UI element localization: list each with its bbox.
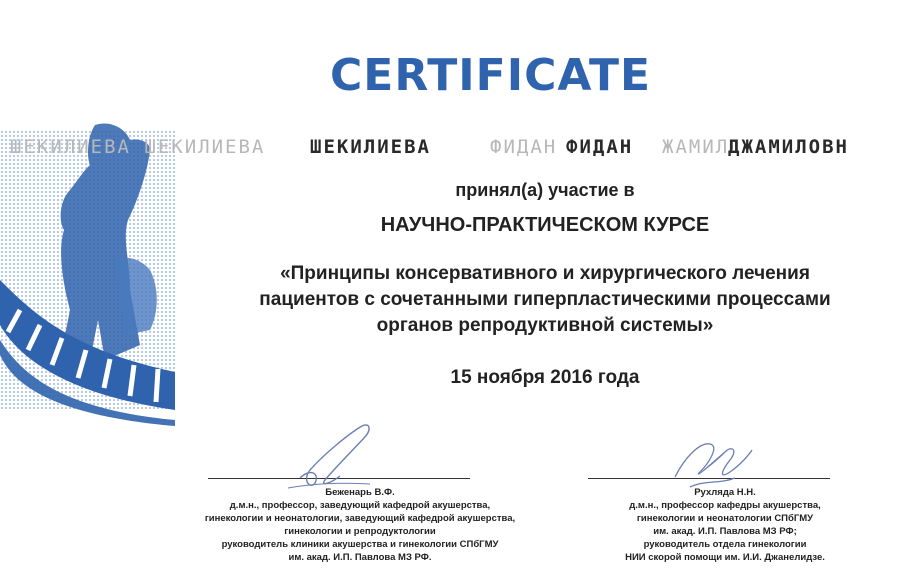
recipient-first-name: ФИДАН: [566, 136, 634, 158]
recipient-name-ghost-print: ЖАМИЛ: [662, 136, 730, 158]
signatory-title-line: руководитель отдела гинекологии: [643, 539, 807, 550]
signatory-title-line: руководитель клиники акушерства и гинекологии СПбГМУ: [221, 539, 499, 550]
signatory-title-line: НИИ скорой помощи им. И.И. Джанелидзе.: [625, 552, 825, 563]
signatory-title-line: им. акад. И.П. Павлова МЗ РФ.: [288, 552, 432, 563]
course-topic-line: «Принципы консервативного и хирургического лечения: [280, 263, 810, 284]
signatory-title-line: гинекологии и неонатологии, заведующий кафедрой акушерства,: [204, 513, 516, 524]
recipient-patronymic: ДЖАМИЛОВН: [728, 136, 849, 158]
signatory-title-line: гинекологии и неонатологии СПбГМУ: [636, 513, 814, 524]
recipient-name-line: [10, 136, 890, 164]
signature-image-left: [280, 418, 390, 493]
recipient-name-ghost-print: ФИДАН: [490, 136, 558, 158]
signatory-title-line: д.м.н., профессор, заведующий кафедрой акушерства,: [229, 500, 491, 511]
recipient-name-ghost-print: ШЕКИЛИЕВА ШЕКИЛИЕВА: [10, 136, 266, 158]
signatory-title-line: гинекологии и репродуктологии: [284, 526, 436, 537]
signatory-right: [560, 486, 890, 564]
signatory-name: Беженарь В.Ф.: [325, 487, 395, 498]
course-date: 15 ноября 2016 года: [450, 367, 640, 388]
signatory-left: [150, 486, 570, 564]
signatory-title-line: д.м.н., профессор кафедры акушерства,: [629, 500, 821, 511]
signatory-name: Рухляда Н.Н.: [694, 487, 756, 498]
course-topic-line: пациентов с сочетанными гиперпластическими процессами: [259, 289, 831, 310]
certificate-title: CERTIFICATE: [330, 50, 652, 101]
course-type-heading: НАУЧНО-ПРАКТИЧЕСКОМ КУРСЕ: [380, 214, 710, 236]
participation-text: принял(а) участие в: [455, 180, 635, 200]
signatory-title-line: им. акад. И.П. Павлова МЗ РФ;: [653, 526, 797, 537]
course-topic-line: органов репродуктивной системы»: [376, 315, 714, 336]
course-topic: [200, 261, 890, 339]
recipient-surname: ШЕКИЛИЕВА: [310, 136, 431, 158]
